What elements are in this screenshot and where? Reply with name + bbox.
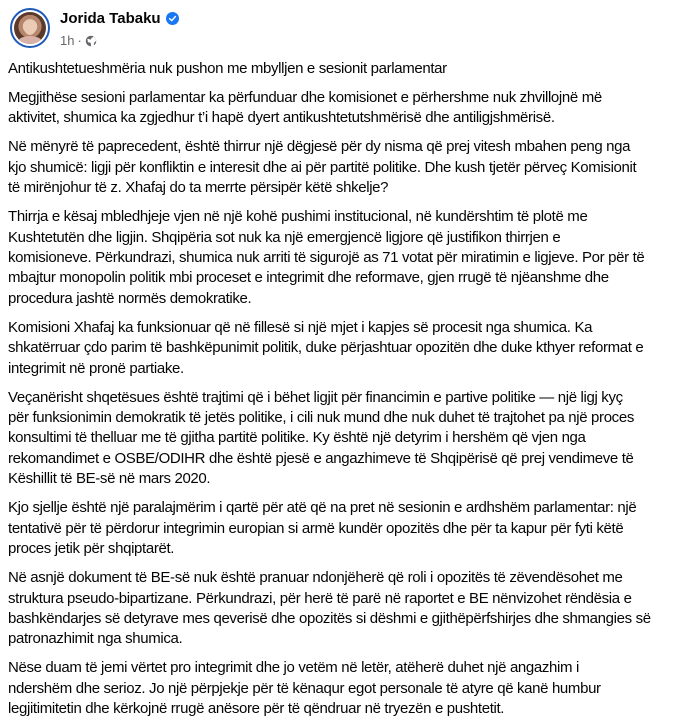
profile-photo	[14, 12, 46, 44]
paragraph-line: aktivitet, shumica ka zgjedhur t’i hapë dyert antikushtetutshmërisë dhe antiligjshmërisë.	[8, 109, 555, 127]
paragraph-line: integrimit në pronë partiake.	[8, 359, 184, 377]
paragraph-line: Në asnjë dokument të BE-së nuk është pranuar ndonjëherë që roli i opozitës të zëvendësohet me	[8, 569, 623, 587]
paragraph-line: mbajtur monopolin politik mbi proceset e integrimit dhe reformave, gjen rrugë të njëanshme dhe	[8, 269, 609, 287]
paragraph-line: Nëse duam të jemi vërtet pro integrimit dhe jo vetëm në letër, atëherë duhet një angazhim i	[8, 659, 579, 677]
paragraph-8	[8, 658, 688, 719]
paragraph-line: Këshillit të BE-së në mars 2020.	[8, 470, 211, 488]
paragraph-line: bashkëndarjes së detyrave mes qeverisë dhe opozitës si dëshmi e gjithëpërfshirjes dhe shmangies së	[8, 609, 651, 627]
title-line: Antikushtetueshmëria nuk pushon me mbylljen e sesionit parlamentar	[8, 60, 447, 77]
paragraph-line: patronazhimit nga shumica.	[8, 630, 183, 648]
author-row	[60, 10, 179, 27]
paragraph-line: Thirrja e kësaj mbledhjeje vjen në një kohë pushimi institucional, në kundërshtim të plotë me	[8, 208, 588, 226]
paragraph-line: Komisioni Xhafaj ka funksionuar që në fillesë si një mjet i kapjes së procesit nga shumica. Ka	[8, 318, 593, 336]
post-header	[8, 6, 408, 52]
paragraph-line: tentativë për të përdorur integrimin europian si armë kundër opozitës dhe për ta kapur për fyti këtë	[8, 519, 624, 537]
avatar-shirt	[18, 36, 42, 44]
paragraph-7	[8, 568, 688, 650]
paragraph-6	[8, 498, 688, 559]
paragraph-line: Veçanërisht shqetësues është trajtimi që i bëhet ligjit për financimin e partive politike — një ligj kyç	[8, 388, 623, 406]
paragraph-line: Kjo sjellje është një paralajmërim i qartë për atë që na pret në sesionin e ardhshëm parlamentar: një	[8, 499, 637, 517]
paragraph-line: proces jetik për shqiptarët.	[8, 540, 175, 558]
paragraph-line: kjo shumicë: ligji për konfliktin e interesit dhe ai për partitë politike. Dhe kush tjetër përveç Komisionit	[8, 158, 637, 176]
post-meta	[60, 33, 97, 48]
paragraph-4	[8, 318, 688, 379]
avatar[interactable]	[10, 8, 50, 48]
post-title	[8, 59, 688, 79]
paragraph-line: shkatërruar çdo parim të bashkëpunimit politik, duke përjashtuar opozitën dhe duke kthyer reformat e	[8, 339, 644, 357]
paragraph-2	[8, 137, 688, 198]
paragraph-5	[8, 388, 688, 490]
author-name[interactable]: Jorida Tabaku	[60, 10, 161, 27]
paragraph-line: rekomandimet e OSBE/ODIHR dhe është pjesë e angazhimeve të Shqipërisë që prej vendimeve të	[8, 449, 634, 467]
paragraph-line: Në mënyrë të paprecedent, është thirrur një dëgjesë për dy nisma që prej vitesh mbahen peng nga	[8, 138, 631, 156]
paragraph-line: komisioneve. Përkundrazi, shumica nuk arriti të sigurojë as 71 votat për miratimin e ligjeve. Por për të	[8, 249, 645, 267]
meta-separator: ·	[77, 33, 82, 48]
paragraph-line: ndershëm dhe serioz. Jo një përpjekje për të kënaqur egot personale të atyre që kanë humbur	[8, 679, 601, 697]
paragraph-line: Kushtetutën dhe ligjin. Shqipëria sot nuk ka një emergjencë ligjore që justifikon thirrjen e	[8, 228, 561, 246]
paragraph-line: për funksionimin demokratik të jetës politike, i cili nuk mund dhe nuk duhet të trajtohet pa një proces	[8, 409, 634, 427]
paragraph-line: struktura pseudo-bipartizane. Përkundrazi, për herë të parë në raportet e BE nënvizohet rëndësia e	[8, 589, 632, 607]
verified-badge-icon	[166, 12, 179, 25]
paragraph-3	[8, 207, 688, 309]
post-timestamp[interactable]: 1h	[60, 33, 75, 48]
paragraph-line: të mirënjohur të z. Xhafaj do ta merrte përsipër këtë shkelje?	[8, 179, 389, 197]
avatar-face	[24, 20, 36, 35]
globe-icon[interactable]	[85, 35, 97, 47]
paragraph-1	[8, 88, 688, 129]
paragraph-line: legjitimitetin dhe kërkojnë rrugë anësore për të qëndruar në tryezën e pushtetit.	[8, 700, 505, 718]
paragraph-line: procedura jashtë normës demokratike.	[8, 289, 252, 307]
paragraph-line: Megjithëse sesioni parlamentar ka përfunduar dhe komisionet e përhershme nuk zhvillojnë më	[8, 89, 602, 106]
paragraph-line: konsultimi të thelluar me të gjitha partitë politike. Ky është një detyrim i hershëm që vjen nga	[8, 429, 586, 447]
post-body	[8, 59, 688, 728]
